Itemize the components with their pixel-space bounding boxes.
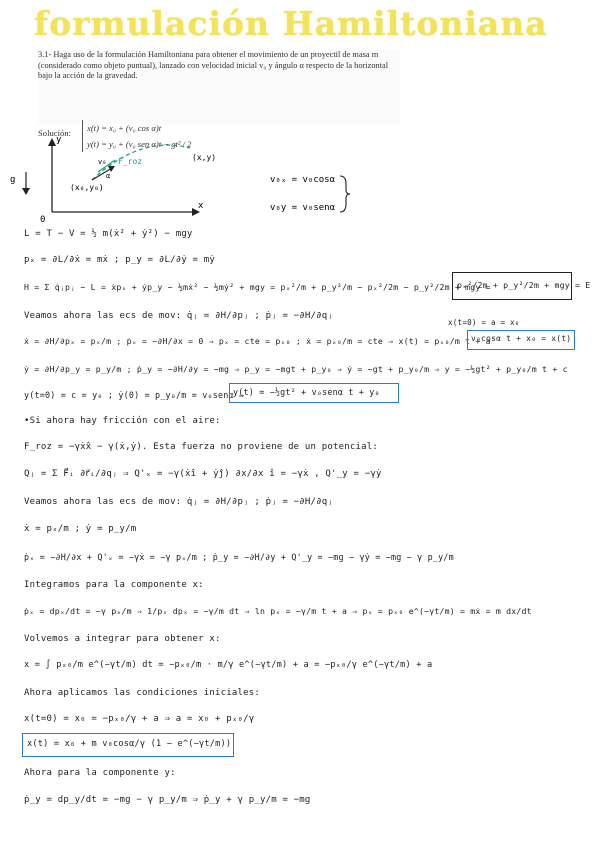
axis-x-label: x [198, 201, 204, 211]
y-axis-arrow [48, 138, 56, 146]
line-integrate-again: Volvemos a integrar para obtener x: [24, 634, 221, 644]
components-brace [340, 176, 350, 212]
final-point-label: (x,y) [192, 153, 217, 162]
initial-point-label: (x₀,y₀) [70, 183, 104, 192]
line-constant-a: x(t=0) = x₀ = −pₓ₀/γ + a ⇒ a = x₀ + pₓ₀/γ [24, 714, 255, 724]
v0x-label: v₀ₓ = v₀cosα [270, 175, 336, 185]
x-result: v₀cosα t + x₀ = x(t) [471, 334, 572, 343]
alpha-label: α [106, 172, 111, 180]
solution-eq-y: y(t) = y₀ + (v₀ sen α)t − gt² / 2 [87, 138, 192, 149]
line-friction-intro: •Si ahora hay fricción con el aire: [24, 416, 221, 426]
line-integrate-x: Integramos para la componente x: [24, 580, 204, 590]
hamiltonian-box [452, 272, 591, 300]
v0-label: v₀ [98, 158, 107, 166]
problem-statement: 3.1- Haga uso de la formulación Hamiltoniana para obtener el movimiento de un proyectil de masa m (considerado como objeto puntual), lanzado con velocidad inicial v₀ y ángulo α respecto de la horizontal bajo la acción de la gravedad. [38, 50, 389, 81]
hamiltonian-result: pₓ²/2m + p_y²/2m + mgy = E [457, 280, 591, 290]
line-eqs-motion-2: Veamos ahora las ecs de mov: q̇ⱼ = ∂H/∂pⱼ ; ṗⱼ = −∂H/∂qⱼ [24, 497, 334, 507]
line-eqs-motion-1: Veamos ahora las ecs de mov: q̇ⱼ = ∂H/∂pⱼ ; ṗⱼ = −∂H/∂qⱼ [24, 311, 334, 321]
line-velocities: ẋ = pₓ/m ; ẏ = p_y/m [24, 524, 137, 534]
y-result-box [229, 383, 399, 403]
v0y-label: v₀y = v₀senα [270, 203, 336, 213]
line-momenta: pₓ = ∂L/∂ẋ = mẋ ; p_y = ∂L/∂ẏ = mẏ [24, 255, 216, 265]
line-momentum-eqs: ṗₓ = −∂H/∂x + Q'ₓ = −γẋ = −γ pₓ/m ; ṗ_y = −∂H/∂y + Q'_y = −mg − γẏ = −mg − γ p_y/m [24, 552, 454, 562]
origin-label: 0 [40, 215, 46, 225]
line-y-initial: y(t=0) = c = y₀ ; ẏ(0) = p_y₀/m = v₀senα ⇒ [24, 390, 245, 400]
line-x-solution: ẋ = ∂H/∂pₓ = pₓ/m ; ṗₓ = −∂H/∂x = 0 ⇒ pₓ = cte = pₓ₀ ; ẋ = pₓ₀/m = cte ⇒ x(t) = pₓ₀/m t + a [24, 336, 491, 346]
solution-label: Solución: [38, 127, 71, 138]
line-lagrangian: L = T − V = ½ m(ẋ² + ẏ²) − mgy [24, 229, 193, 239]
gravity-label: g [10, 175, 16, 185]
line-px-solution: ṗₓ = dpₓ/dt = −γ pₓ/m ⇒ 1/pₓ dpₓ = −γ/m dt ⇒ ln pₓ = −γ/m t + a ⇒ pₓ = pₓ₀ e^(−γt/m) = mẋ = m dx/dt [24, 606, 532, 616]
line-x-integral: x = ∫ pₓ₀/m e^(−γt/m) dt = −pₓ₀/m · m/γ e^(−γt/m) + a = −pₓ₀/γ e^(−γt/m) + a [24, 660, 433, 670]
line-y-solution: ẏ = ∂H/∂p_y = p_y/m ; ṗ_y = −∂H/∂y = −mg ⇒ p_y = −mgt + p_y₀ ⇒ ẏ = −gt + p_y₀/m ⇒ y = −½gt² + p_y₀/m t + c [24, 364, 568, 374]
line-x-initial-note: x(t=0) = a = x₀ [448, 318, 520, 327]
line-y-component: Ahora para la componente y: [24, 768, 176, 778]
friction-label: F_roz [118, 157, 143, 166]
x-result-box [467, 330, 575, 350]
line-generalized-forces: Qⱼ = Σ F⃗ᵢ ∂r⃗ᵢ/∂qⱼ ⇒ Q'ₓ = −γ(ẋî + ẏĵ) ∂x/∂x î = −γẋ , Q'_y = −γẏ [24, 469, 382, 479]
line-friction-force: F_roz = −γẋx̂ − γ(ẋ,ẏ). Esta fuerza no proviene de un potencial: [24, 442, 378, 452]
line-hamiltonian: H = Σ q̇ⱼpⱼ − L = ẋpₓ + ẏp_y − ½mẋ² − ½mẏ² + mgy = pₓ²/m + p_y²/m − pₓ²/2m − p_y²/2m + mgy = [24, 282, 491, 292]
solution-eq-x: x(t) = x₀ + (v₀ cos α)t [87, 122, 162, 133]
y-result: y(t) = −½gt² + v₀senα t + y₀ [233, 387, 380, 397]
x-friction-result-box [22, 733, 234, 757]
line-py-equation: ṗ_y = dp_y/dt = −mg − γ p_y/m ⇒ ṗ_y + γ p_y/m = −mg [24, 795, 311, 805]
axis-y-label: y [56, 135, 62, 145]
printed-problem [38, 50, 400, 149]
page-title: formulación Hamiltoniana [34, 4, 548, 43]
line-initial-conditions: Ahora aplicamos las condiciones iniciales: [24, 688, 260, 698]
x-friction-result: x(t) = x₀ + m v₀cosα/γ (1 − e^(−γt/m)) [27, 739, 232, 749]
